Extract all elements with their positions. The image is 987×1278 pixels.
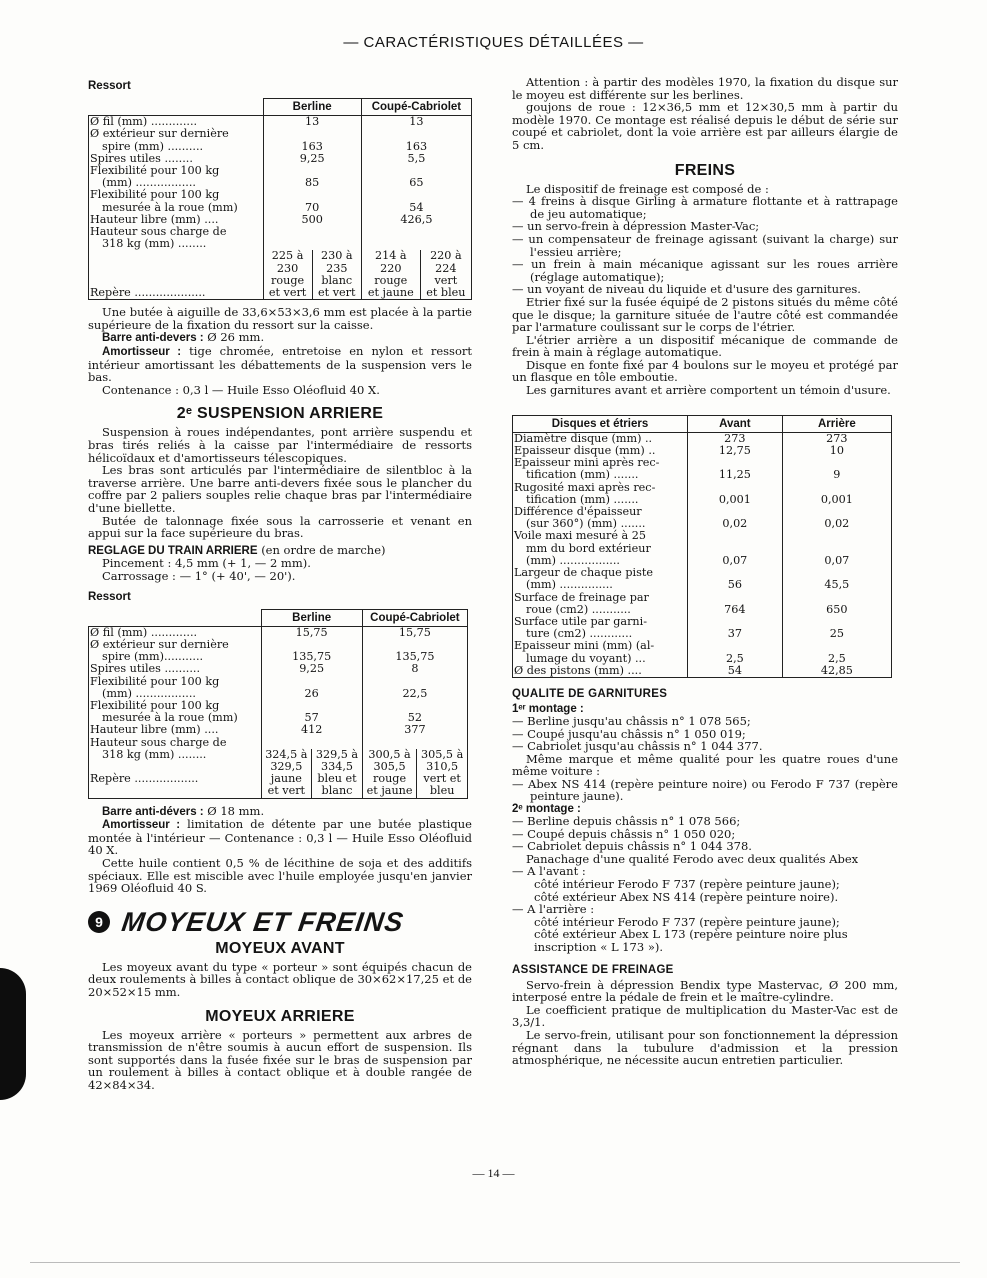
list-item: — Berline depuis châssis n° 1 078 566; [512,814,741,829]
cell-value: blanc [321,784,353,798]
cell-value: 9,25 [299,662,325,676]
subsection-label: 1ᵉʳ montage : [512,702,584,715]
inline-label: REGLAGE DU TRAIN ARRIERE [88,544,258,557]
row-label: Surface de freinage par [514,590,649,604]
paragraph: Contenance : 0,3 l — Huile Esso Oléofluid 40 X. [102,382,380,397]
list-item: — Coupé jusqu'au châssis n° 1 050 019; [512,726,746,741]
paragraph: Cette huile contient 0,5 % de lécithine de soja et des additifs spéciaux. Elle est miscible avec l'huile employée jusqu'en janvier 1969 Oléofluid 40 S. [88,855,472,896]
cell-value: bleu et [317,772,357,786]
cell-value: et vert [267,784,306,798]
cell-value: 500 [301,212,323,226]
cell-value: 15,75 [398,625,431,639]
cell-value [785,640,889,652]
inline-label: Barre anti-dévers : [102,805,204,818]
cell-value: 220 [380,261,402,275]
row-label: spire (mm)........... [102,650,204,664]
cell-value: et jaune [366,784,413,798]
row-label: mesurée à la roue (mm) [102,200,238,214]
paragraph [88,818,472,857]
cell-value: 25 [829,627,844,641]
cell-value: 85 [305,176,320,190]
cell-value: 334,5 [320,759,353,773]
row-label: Rugosité maxi après rec- [514,480,656,494]
row-label: Voile maxi mesuré à 25 [514,529,647,543]
cell-value: 329,5 [270,759,303,773]
cell-value: et jaune [367,286,414,300]
cell-value: 70 [305,200,320,214]
row-label: (mm) ................. [102,686,196,700]
paragraph: Même marque et même qualité pour les quatre roues d'une même voiture : [512,751,898,779]
cell-value: 224 [435,261,457,275]
paragraph: Disque en fonte fixé par 4 boulons sur le moyeu et protégé par un flasque en tôle emboutie. [512,357,898,385]
row-label: mm du bord extérieur [526,541,651,555]
list-item: — un voyant de niveau du liquide et d'usure des garnitures. [512,282,861,297]
paragraph [88,331,472,345]
row-label: mesurée à la roue (mm) [102,711,238,725]
paragraph: Etrier fixé sur la fusée équipé de 2 pistons situés du même côté que le disque; la garniture située de l'autre côté est commandée par l'armature coulissant sur le corps de l'étrier. [512,294,898,335]
cell-value: 377 [404,723,426,737]
cell-value: 305,5 à [421,747,464,761]
cell-value: 324,5 à [265,747,308,761]
col-avant: Avant [688,415,783,432]
cell-value: 220 à [430,249,462,263]
row-label: Largeur de chaque piste [514,566,653,580]
cell-value: 2,5 [725,651,744,665]
row-label: Flexibilité pour 100 kg [90,698,220,712]
row-label: Ø fil (mm) ............. [90,625,198,639]
paragraph: Panachage d'une qualité Ferodo avec deux qualités Abex [526,851,859,866]
row-label: Flexibilité pour 100 kg [90,164,220,178]
paragraph [88,544,472,558]
list-item: — un compensateur de freinage agissant (suivant la charge) sur l'essieu arrière; [512,231,898,259]
section-title: MOYEUX AVANT [215,939,345,957]
row-label: tification (mm) ....... [526,468,639,482]
inline-value: limitation de détente par une butée plastique montée à l'intérieur — Contenance : 0,3 l — Huile Esso Oléofluid 40 X. [88,817,472,858]
paragraph: Le dispositif de freinage est composé de : [526,181,769,196]
col-coupe: Coupé-Cabriolet [362,609,467,626]
cell-value: 163 [405,139,428,153]
cell-value: 0,001 [718,492,751,506]
inline-value: (en ordre de marche) [261,542,386,557]
page-header: — CARACTÉRISTIQUES DÉTAILLÉES — [343,34,644,51]
cell-value: 54 [727,663,742,677]
cell-value: et vert [268,286,307,300]
list-item: — Berline jusqu'au châssis n° 1 078 565; [512,713,751,728]
cell-value: 56 [727,578,742,592]
paragraph: Suspension à roues indépendantes, pont arrière suspendu et bras tirés reliés à la caisse par l'intermédiaire de ressorts hélicoïdaux et d'amortisseurs télescopiques. [88,425,472,465]
cell-value: 9,25 [299,151,325,165]
cell-value: 0,001 [820,492,853,506]
inline-value: tige chromée, entretoise en nylon et ressort intérieur amortissant les débattements de la suspension vers le bas. [88,344,472,385]
row-label: Epaisseur mini après rec- [514,456,660,470]
col-disques: Disques et étriers [513,415,688,432]
subsection-label: 2ᵉ montage : [512,803,581,816]
cell-value: vert [434,273,458,287]
row-label: Ø extérieur sur dernière [90,127,229,141]
cell-value: 300,5 à [368,747,411,761]
ressort-arriere-table [88,609,468,799]
cell-value: 5,5 [407,151,426,165]
row-label: Flexibilité pour 100 kg [90,674,220,688]
cell-value: 11,25 [718,468,751,482]
paragraph [88,805,472,819]
cell-value: 273 [724,431,746,445]
row-label: 318 kg (mm) ........ [102,237,207,251]
cell-value: 310,5 [426,759,459,773]
row-label: Ø des pistons (mm) .... [514,663,642,677]
cell-value: 163 [301,139,323,153]
page-number: — 14 — [472,1166,515,1180]
cell-value: 135,75 [292,650,332,664]
cell-value: 13 [305,115,320,129]
list-subitem: côté extérieur Abex NS 414 (repère peinture noire). [534,889,839,904]
cell-value: 10 [829,444,844,458]
right-column [512,76,898,1067]
paragraph: Les bras sont articulés par l'intermédiaire de silentbloc à la traverse arrière. Une barre anti-devers fixée sous le plancher du coffre par 2 paliers souples relie chaque bras par l'intermédiaire d'une biellette. [88,463,472,515]
list-subitem: côté intérieur Ferodo F 737 (repère peinture jaune); [534,877,840,892]
cell-value [690,640,780,652]
chapter-heading [88,907,472,938]
left-column [88,76,472,1091]
row-label: Spires utiles .......... [90,662,201,676]
cell-value: 57 [304,711,319,725]
cell-value: 0,02 [722,517,748,531]
cell-value [690,530,780,542]
list-item: — 4 freins à disque Girling à armature flottante et à rattrapage de jeu automatique; [512,194,898,221]
section-title: MOYEUX ARRIERE [205,1007,355,1025]
inline-value: Ø 26 mm. [207,330,265,345]
row-label: Flexibilité pour 100 kg [90,188,220,202]
cell-value: 37 [727,627,742,641]
paragraph: Le coefficient pratique de multiplication du Master-Vac est de 3,3/1. [512,1002,898,1030]
list-subitem: côté extérieur Abex L 173 (repère peinture noire plus inscription « L 173 »). [534,927,848,955]
repere-label: Repère .................... [89,250,264,299]
cell-value: 235 [326,261,348,275]
cell-value: 0,07 [824,553,850,567]
list-item: — Cabriolet depuis châssis n° 1 044 378. [512,839,752,854]
cell-value [690,592,780,604]
cell-value: et vert [318,286,356,300]
paragraph: Les moyeux avant du type « porteur » sont équipés chacun de deux roulements à billes à contact oblique de 30×62×17,25 et de 20×52×15 mm. [88,959,472,999]
section-title: FREINS [674,161,736,179]
cell-value: 135,75 [395,650,435,664]
paragraph [88,345,472,384]
meme-list [512,778,898,803]
list-item: — Cabriolet jusqu'au châssis n° 1 044 377. [512,739,763,754]
cell-value: 273 [826,431,848,445]
row-label: Hauteur libre (mm) .... [90,212,219,226]
paragraph: L'étrier arrière a un dispositif mécanique de commande de frein à main à réglage automatique. [512,332,898,360]
paragraph: goujons de roue : 12×36,5 mm et 12×30,5 mm à partir du modèle 1970. Ce montage est réalisé depuis le début de série sur coupé et cabriolet, dont la voie arrière est par ailleurs élargie de 5 cm. [512,100,898,152]
list-item: — A l'arrière : [512,902,595,917]
cell-value: jaune [270,772,302,786]
cell-value: 230 [276,261,299,275]
paragraph: Une butée à aiguille de 33,6×53×3,6 mm est placée à la partie supérieure de la fixation du ressort sur la caisse. [88,305,472,332]
panachage-list [512,903,898,916]
table-labels [513,432,688,677]
list-item: — A l'avant : [512,864,586,879]
cell-value: 54 [409,200,424,214]
cell-value: vert et [423,772,461,786]
cell-value: 12,75 [718,444,751,458]
row-label: (mm) ................. [526,553,620,567]
freins-list [512,195,898,296]
cell-value: 225 à [271,249,304,263]
row-label: Ø extérieur sur dernière [90,637,229,651]
cell-value: 2,5 [827,651,846,665]
chapter-title: MOYEUX ET FREINS [119,906,406,937]
cell-value: et bleu [426,286,466,300]
row-label: Hauteur libre (mm) .... [90,723,219,737]
section-title: QUALITE DE GARNITURES [512,687,668,700]
cell-value: 65 [409,176,424,190]
cell-value: 26 [304,686,319,700]
list-item: — un frein à main mécanique agissant sur les roues arrière (réglage automatique); [512,257,898,284]
cell-value: 8 [411,662,419,676]
paragraph: Le servo-frein, utilisant pour son fonctionnement la dépression régnant dans la tubulure d'admission et la pression atmosphérique, ne nécessite aucun entretien particulier. [512,1027,898,1068]
row-label: Hauteur sous charge de [90,225,227,239]
montage2-list [512,815,898,853]
row-label: Surface utile par garni- [514,614,647,628]
cell-value: 214 à [374,249,407,263]
row-label: 318 kg (mm) ........ [102,747,207,761]
row-label: (sur 360°) (mm) ....... [526,517,646,531]
row-label: Ø fil (mm) ............. [90,115,198,129]
row-label: Epaisseur disque (mm) .. [514,444,656,458]
disques-etriers-table [512,415,892,678]
row-label: spire (mm) .......... [102,139,204,153]
cell-value: 230 à [320,249,353,263]
inline-value: Ø 18 mm. [207,803,265,818]
ressort-label: Ressort [88,80,131,92]
cell-value: 650 [826,602,848,616]
cell-value: blanc [321,273,353,287]
cell-value: 22,5 [402,686,428,700]
paragraph: Butée de talonnage fixée sous la carrosserie et venant en appui sur la face supérieure du bras. [88,513,472,541]
cell-value: 15,75 [295,625,328,639]
cell-value: rouge [374,273,408,287]
row-label: Diamètre disque (mm) .. [514,431,653,445]
paragraph: Pincement : 4,5 mm (+ 1, — 2 mm). [102,556,311,571]
paragraph: Attention : à partir des modèles 1970, la fixation du disque sur le moyeu est différente sur les berlines. [512,75,898,102]
cell-value: 9 [833,468,841,482]
paragraph: Carrossage : — 1° (+ 40', — 20'). [102,568,296,583]
col-berline: Berline [261,609,362,626]
row-label: (mm) ................. [102,176,196,190]
cell-value: 764 [724,602,746,616]
cell-value: 305,5 [373,759,406,773]
section-title: 2ᵉ SUSPENSION ARRIERE [176,405,384,423]
row-label: roue (cm2) ........... [526,602,631,616]
ressort-avant-table [88,98,472,300]
table-avant-values [688,432,783,677]
cell-value: 42,85 [820,663,853,677]
row-label: (mm) ............... [526,578,613,592]
cell-value: rouge [271,273,305,287]
cell-value: 426,5 [400,212,433,226]
row-label: tification (mm) ....... [526,492,639,506]
cell-value [785,592,889,604]
paragraph: Les garnitures avant et arrière comportent un témoin d'usure. [526,383,891,398]
repere-label: Repère .................. [90,772,199,786]
row-label: Epaisseur mini (mm) (al- [514,639,655,653]
inline-label: Amortisseur : [102,346,182,359]
cell-value: 0,02 [824,517,850,531]
col-berline: Berline [263,99,361,116]
inline-label: Barre anti-devers : [102,332,204,345]
row-label: Spires utiles ........ [90,151,193,165]
divider [30,1262,960,1263]
row-label: Différence d'épaisseur [514,505,642,519]
cell-value: rouge [373,772,407,786]
montage1-list [512,715,898,753]
paragraph: Les moyeux arrière « porteurs » permettent aux arbres de transmission de n'être soumis à aucun effort de suspension. Ils sont supportés dans la fusée fixée sur le bras de suspension par un roulement à billes à contact oblique et à double rangée de 42×84×34. [88,1027,472,1092]
cell-value [785,530,889,542]
col-arriere: Arrière [782,415,891,432]
cell-value: 329,5 à [315,747,359,761]
row-label: Hauteur sous charge de [90,735,227,749]
chapter-number: 9 [88,911,110,933]
row-label: lumage du voyant) ... [526,651,646,665]
list-item: — un servo-frein à dépression Master-Vac; [512,219,760,234]
col-coupe: Coupé-Cabriolet [361,99,471,116]
cell-value: 45,5 [824,578,850,592]
cell-value: 13 [409,115,424,129]
ressort-label: Ressort [88,590,131,603]
section-title: ASSISTANCE DE FREINAGE [512,963,674,976]
row-label: ture (cm2) ............ [526,627,633,641]
cell-value: 0,07 [722,553,748,567]
table-arriere-values [782,432,891,677]
inline-label: Amortisseur : [102,819,181,832]
list-item: — Coupé depuis châssis n° 1 050 020; [512,826,736,841]
list-subitem: côté intérieur Ferodo F 737 (repère peinture jaune); [534,914,840,929]
cell-value: 52 [407,711,423,725]
cell-value: 412 [300,723,323,737]
binding-mark [0,968,26,1100]
list-item: — Abex NS 414 (repère peinture noire) ou Ferodo F 737 (repère peinture jaune). [512,776,898,804]
cell-value: bleu [429,784,455,798]
paragraph: Servo-frein à dépression Bendix type Mastervac, Ø 200 mm, interposé entre la pédale de frein et le maître-cylindre. [512,977,898,1005]
